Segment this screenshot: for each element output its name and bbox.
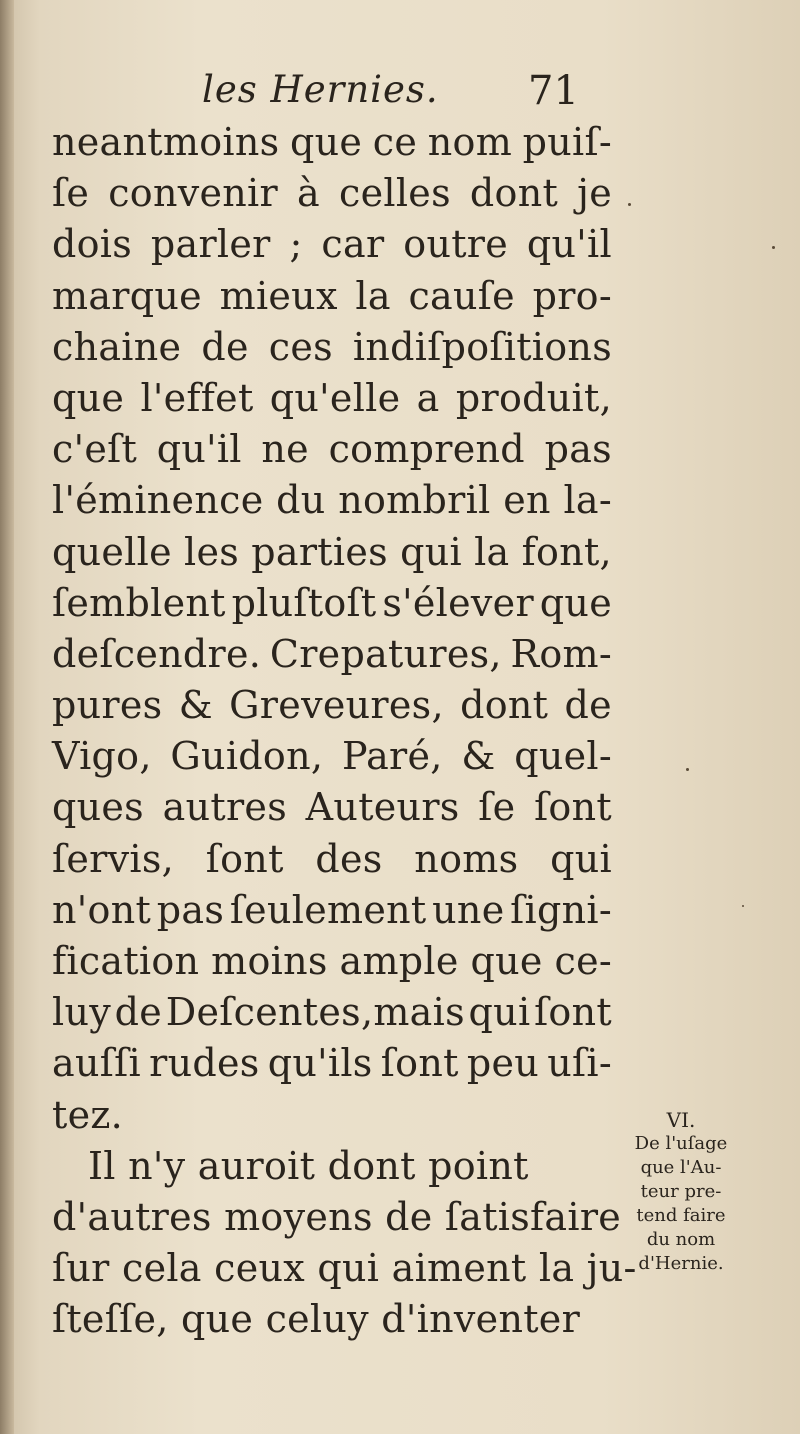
word: la- xyxy=(563,478,612,523)
word: ſont xyxy=(534,990,612,1035)
word: ſont xyxy=(205,836,284,881)
word: nom xyxy=(427,120,513,164)
word: ce xyxy=(372,120,418,164)
word: parler xyxy=(150,222,271,267)
word: quelle xyxy=(52,529,172,574)
word: ne xyxy=(261,427,309,472)
word: dois xyxy=(52,222,133,267)
word: pas xyxy=(156,887,225,932)
word: convenir xyxy=(108,171,278,216)
margin-note-numeral: VI. xyxy=(666,1108,696,1132)
word: ſemblent xyxy=(52,580,226,625)
word: que xyxy=(539,580,612,625)
word: l'éminence xyxy=(52,478,264,523)
word: peu xyxy=(466,1041,540,1086)
word: Auteurs xyxy=(305,785,460,830)
word: de xyxy=(114,990,163,1035)
margin-note-line: De l'uſage xyxy=(634,1133,728,1154)
text-line xyxy=(52,424,612,475)
word: Rom- xyxy=(510,631,612,676)
text-line xyxy=(52,578,612,629)
word: luy xyxy=(52,990,111,1035)
word: qu'elle xyxy=(269,375,401,420)
word: Guidon, xyxy=(170,734,324,779)
word: ; xyxy=(289,222,303,267)
word: marque xyxy=(52,273,202,318)
word: qui xyxy=(550,836,612,881)
text-line xyxy=(52,782,612,833)
word: celles xyxy=(339,171,451,216)
word: de xyxy=(564,683,612,728)
word: ces xyxy=(268,324,333,369)
text-line xyxy=(52,731,612,782)
word: ample xyxy=(339,939,459,983)
word: outre xyxy=(403,222,509,267)
word: ſigni- xyxy=(510,887,612,932)
word: que xyxy=(470,939,543,983)
running-head: les Hernies. xyxy=(202,68,439,111)
word: qui xyxy=(400,529,462,574)
word: je xyxy=(577,171,612,216)
margin-note xyxy=(616,1108,746,1276)
word: la xyxy=(474,529,510,574)
text-line xyxy=(52,322,612,373)
word: pro- xyxy=(532,273,612,318)
word: les xyxy=(184,529,240,574)
page-gutter xyxy=(0,0,14,1434)
word: qu'il xyxy=(526,222,612,267)
word: quel- xyxy=(514,734,612,779)
margin-note-line: teur pre- xyxy=(640,1181,722,1202)
word: ſervis, xyxy=(52,836,175,881)
word: & xyxy=(461,734,496,779)
word: Paré, xyxy=(341,734,443,779)
word: pluſtoſt xyxy=(231,580,377,625)
word: uſi- xyxy=(547,1041,612,1086)
word: Vigo, xyxy=(52,734,152,779)
word: cauſe xyxy=(408,273,515,318)
word: dont xyxy=(460,683,549,728)
word: ſeulement xyxy=(229,887,427,932)
word: parties xyxy=(251,529,388,574)
text-line: ſur cela ceux qui aiment la ju- xyxy=(52,1246,637,1291)
word: autres xyxy=(162,785,288,830)
word: s'élever xyxy=(382,580,534,625)
text-line xyxy=(52,373,612,424)
word: la xyxy=(355,273,391,318)
text-line: ſteſſe, que celuy d'inventer xyxy=(52,1297,581,1342)
margin-note-line: tend faire xyxy=(636,1205,726,1226)
word: nombril xyxy=(338,478,491,523)
word: qui xyxy=(468,990,531,1035)
text-line xyxy=(52,117,612,168)
text-line: Il n'y auroit dont point xyxy=(88,1143,529,1188)
text-line xyxy=(52,629,612,680)
word: neantmoins xyxy=(52,120,280,164)
text-line xyxy=(52,936,612,987)
paper-speck xyxy=(686,768,689,771)
word: moins xyxy=(211,939,328,983)
word: l'effet xyxy=(140,375,254,420)
word: produit, xyxy=(455,375,612,420)
paper-speck xyxy=(772,246,775,249)
word: que xyxy=(52,375,125,420)
word: font, xyxy=(521,529,612,574)
word: ſe xyxy=(52,171,90,216)
word: ques xyxy=(52,785,144,830)
word: & xyxy=(178,683,213,728)
word: a xyxy=(416,375,440,420)
text-line xyxy=(52,834,612,885)
text-line: tez. xyxy=(52,1092,124,1137)
text-line: d'autres moyens de ſatisfaire xyxy=(52,1194,622,1239)
text-line xyxy=(52,1038,612,1089)
paper-speck xyxy=(742,905,744,907)
text-line xyxy=(52,475,612,526)
word: auſſi xyxy=(52,1041,141,1086)
word: pas xyxy=(544,427,612,472)
word: de xyxy=(201,324,249,369)
word: Deſcentes,mais xyxy=(165,990,465,1035)
text-line xyxy=(52,885,612,936)
text-line xyxy=(52,168,612,219)
word: ſont xyxy=(380,1041,459,1086)
word: n'ont xyxy=(52,887,152,932)
word: comprend xyxy=(328,427,525,472)
margin-note-line: que l'Au- xyxy=(640,1157,722,1178)
body-text xyxy=(52,117,637,1346)
word: mieux xyxy=(219,273,338,318)
word: que xyxy=(290,120,363,164)
word: à xyxy=(297,171,320,216)
word: ſe xyxy=(478,785,516,830)
word: chaine xyxy=(52,324,182,369)
word: ce- xyxy=(554,939,612,983)
word: car xyxy=(321,222,385,267)
word: fication xyxy=(52,939,200,983)
word: qu'il xyxy=(156,427,242,472)
word: rudes xyxy=(149,1041,260,1086)
page-header xyxy=(0,68,800,118)
word: des xyxy=(315,836,383,881)
margin-note-line: d'Hernie. xyxy=(638,1253,724,1274)
word: Crepatures, xyxy=(269,631,502,676)
word: qu'ils xyxy=(267,1041,373,1086)
page-number: 71 xyxy=(528,68,579,114)
margin-note-line: du nom xyxy=(646,1229,716,1250)
word: en xyxy=(503,478,551,523)
word: puiſ- xyxy=(522,120,612,164)
word: dont xyxy=(469,171,559,216)
word: Greveures, xyxy=(229,683,444,728)
text-line xyxy=(52,271,612,322)
word: ſont xyxy=(534,785,612,830)
word: noms xyxy=(414,836,519,881)
text-line xyxy=(52,680,612,731)
word: une xyxy=(432,887,505,932)
text-line xyxy=(52,219,612,270)
word: indiſpoſitions xyxy=(352,324,612,369)
word: c'eſt xyxy=(52,427,138,472)
paper-speck xyxy=(628,203,631,206)
word: du xyxy=(276,478,326,523)
text-line xyxy=(52,527,612,578)
word: deſcendre. xyxy=(52,631,262,676)
word: pures xyxy=(52,683,163,728)
text-line xyxy=(52,987,612,1038)
